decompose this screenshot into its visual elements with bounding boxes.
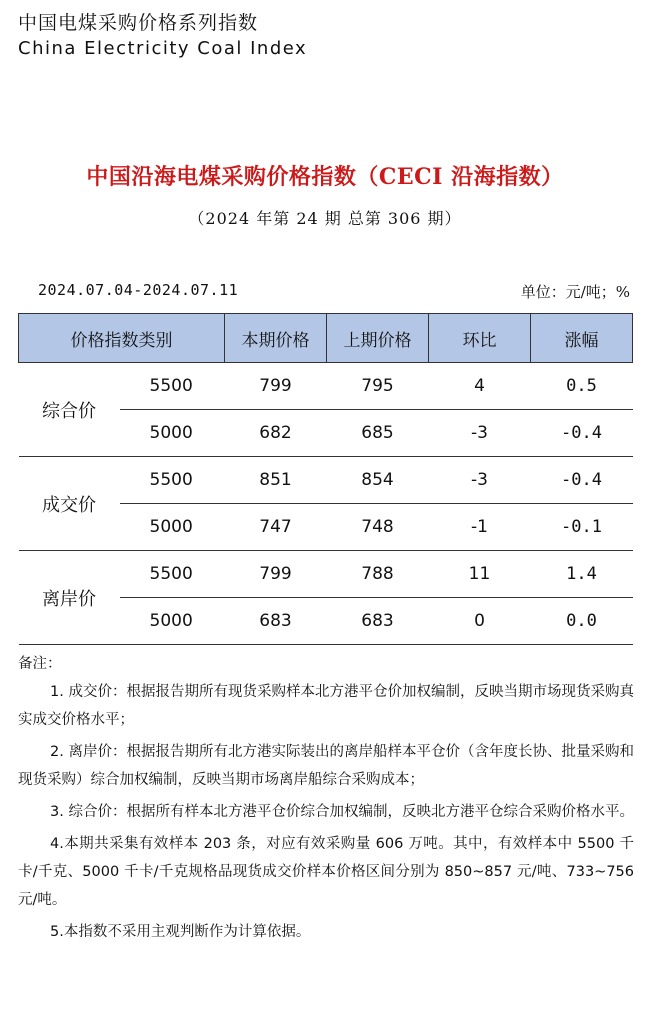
header-previous: 上期价格 [327,314,429,363]
mom-cell: -3 [429,457,531,504]
spec-cell: 5000 [120,410,225,457]
current-price-cell: 682 [225,410,327,457]
previous-price-cell: 854 [327,457,429,504]
previous-price-cell: 748 [327,504,429,551]
change-cell: 0.5 [531,363,633,410]
spec-cell: 5500 [120,551,225,598]
category-cell: 综合价 [19,363,120,457]
table-row [19,457,633,504]
mom-cell: 4 [429,363,531,410]
previous-price-cell: 683 [327,598,429,645]
spec-cell: 5000 [120,504,225,551]
brand-cn: 中国电煤采购价格系列指数 [18,12,259,34]
note-item: 3. 综合价：根据所有样本北方港平仓价综合加权编制，反映北方港平仓综合采购价格水平。 [50,804,634,820]
previous-price-cell: 685 [327,410,429,457]
change-cell: -0.4 [531,457,633,504]
issue-number: （2024 年第 24 期 总第 306 期） [188,209,462,228]
price-table [18,313,633,645]
previous-price-cell: 795 [327,363,429,410]
current-price-cell: 799 [225,363,327,410]
table-row [19,551,633,598]
note-item: 1. 成交价：根据报告期所有现货采购样本北方港平仓价加权编制，反映当期市场现货采购真实成交价格水平； [18,684,634,728]
spec-cell: 5000 [120,598,225,645]
current-price-cell: 799 [225,551,327,598]
current-price-cell: 851 [225,457,327,504]
period-range: 2024.07.04-2024.07.11 [38,281,239,299]
header-category: 价格指数类别 [19,314,225,363]
previous-price-cell: 788 [327,551,429,598]
unit-label: 单位：元/吨；% [520,283,630,301]
spec-cell: 5500 [120,457,225,504]
change-cell: 0.0 [531,598,633,645]
notes-heading: 备注： [18,656,62,672]
change-cell: -0.1 [531,504,633,551]
table-row [19,363,633,410]
mom-cell: 11 [429,551,531,598]
mom-cell: -3 [429,410,531,457]
current-price-cell: 683 [225,598,327,645]
page-title: 中国沿海电煤采购价格指数（CECI 沿海指数） [86,164,564,190]
current-price-cell: 747 [225,504,327,551]
change-cell: -0.4 [531,410,633,457]
brand-en: China Electricity Coal Index [18,38,308,59]
notes-section [18,650,634,950]
spec-cell: 5500 [120,363,225,410]
note-item: 4.本期共采集有效样本 203 条，对应有效采购量 606 万吨。其中，有效样本中 5500 千卡/千克、5000 千卡/千克规格品现货成交价样本价格区间分别为 850~857 元/吨、733~756 元/吨。 [18,836,634,908]
change-cell: 1.4 [531,551,633,598]
table-header-row [19,314,633,363]
note-item: 5.本指数不采用主观判断作为计算依据。 [50,924,311,940]
mom-cell: 0 [429,598,531,645]
header-mom: 环比 [429,314,531,363]
header-current: 本期价格 [225,314,327,363]
category-cell: 离岸价 [19,551,120,645]
mom-cell: -1 [429,504,531,551]
header-change: 涨幅 [531,314,633,363]
note-item: 2. 离岸价：根据报告期所有北方港实际装出的离岸船样本平仓价（含年度长协、批量采购和现货采购）综合加权编制，反映当期市场离岸船综合采购成本； [18,744,634,788]
category-cell: 成交价 [19,457,120,551]
